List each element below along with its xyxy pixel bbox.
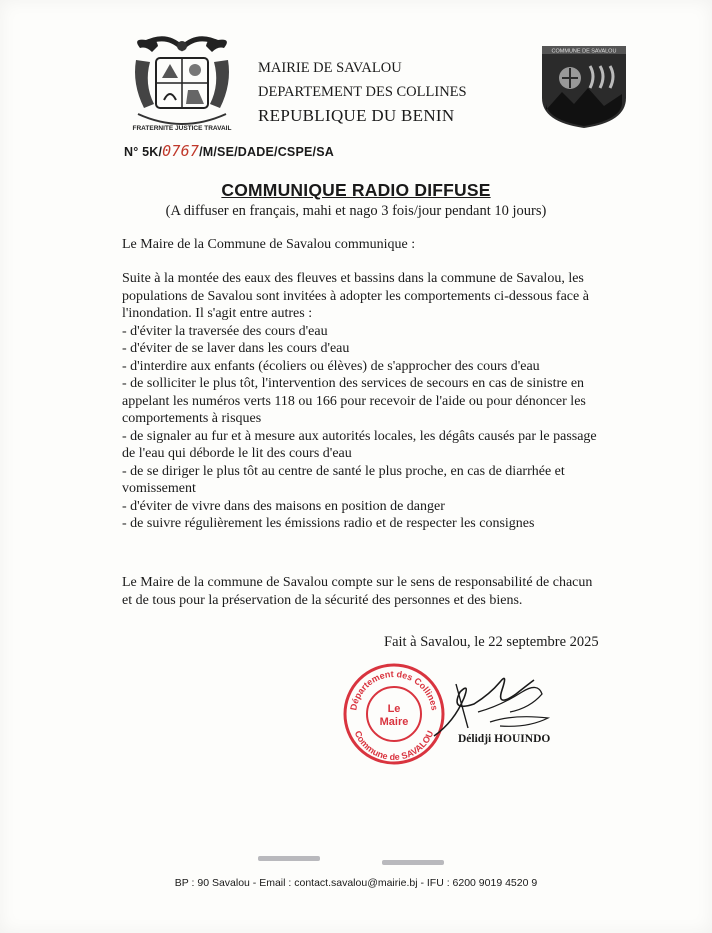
document-title: COMMUNIQUE RADIO DIFFUSE bbox=[221, 180, 491, 200]
signatory-name: Délidji HOUINDO bbox=[458, 733, 551, 745]
document-footer: BP : 90 Savalou - Email : contact.savalou@mairie.bj - IFU : 6200 9019 4520 9 bbox=[174, 877, 538, 889]
header-block bbox=[258, 56, 467, 128]
paragraph-line: populations de Savalou sont invitées à adopter les comportements ci-dessous face à bbox=[122, 288, 589, 304]
list-item: - d'éviter de vivre dans des maisons en position de danger bbox=[122, 498, 445, 514]
header-mairie: MAIRIE DE SAVALOU bbox=[258, 60, 402, 76]
stamp-center-line2: Maire bbox=[379, 716, 409, 728]
benin-coat-of-arms-icon bbox=[126, 34, 238, 138]
header-departement: DEPARTEMENT DES COLLINES bbox=[258, 84, 467, 100]
scan-smudge bbox=[258, 856, 320, 861]
list-item: - d'interdire aux enfants (écoliers ou élèves) de s'approcher des cours d'eau bbox=[122, 358, 540, 374]
list-item: - de se diriger le plus tôt au centre de santé le plus proche, en cas de diarrhée et bbox=[122, 463, 565, 479]
list-item: - d'éviter la traversée des cours d'eau bbox=[122, 323, 328, 339]
list-item-continuation: appelant les numéros verts 118 ou 166 pour recevoir de l'aide ou pour dénoncer les bbox=[122, 393, 586, 409]
closing-line: et de tous pour la préservation de la sécurité des personnes et des biens. bbox=[122, 592, 523, 608]
closing-line: Le Maire de la commune de Savalou compte sur le sens de responsabilité de chacun bbox=[122, 575, 593, 590]
reference-handwritten-number: 0767 bbox=[162, 142, 200, 160]
document-subtitle: (A diffuser en français, mahi et nago 3 fois/jour pendant 10 jours) bbox=[165, 203, 547, 219]
list-item: - de solliciter le plus tôt, l'intervention des services de secours en cas de sinistre en bbox=[122, 376, 585, 391]
communique-body bbox=[122, 270, 642, 533]
svg-text:Commune de SAVALOU bbox=[353, 729, 436, 762]
header-republique: REPUBLIQUE DU BENIN bbox=[258, 106, 455, 125]
stamp-center-line1: Le bbox=[387, 703, 401, 715]
list-item-continuation: vomissement bbox=[122, 481, 196, 496]
coat-of-arms-motto: FRATERNITE JUSTICE TRAVAIL bbox=[132, 125, 232, 132]
closing-paragraph bbox=[122, 574, 642, 609]
reference-suffix: /M/SE/DADE/CSPE/SA bbox=[199, 145, 334, 159]
date-line: Fait à Savalou, le 22 septembre 2025 bbox=[384, 634, 599, 650]
reference-number bbox=[124, 142, 334, 160]
list-item-continuation: comportements à risques bbox=[122, 411, 262, 426]
commune-savalou-logo-icon bbox=[540, 44, 628, 130]
paragraph-line: Suite à la montée des eaux des fleuves et bassins dans la commune de Savalou, les bbox=[122, 271, 584, 286]
intro-line: Le Maire de la Commune de Savalou communique : bbox=[122, 237, 416, 252]
list-item: - d'éviter de se laver dans les cours d'eau bbox=[122, 341, 350, 356]
list-item: - de signaler au fur et à mesure aux autorités locales, les dégâts causés par le passage bbox=[122, 428, 597, 444]
list-item: - de suivre régulièrement les émissions radio et de respecter les consignes bbox=[122, 516, 535, 531]
scan-smudge bbox=[382, 860, 444, 865]
reference-prefix: N° 5K/ bbox=[124, 145, 163, 159]
list-item-continuation: de l'eau qui déborde le lit des cours d'eau bbox=[122, 446, 352, 461]
paragraph-line: l'inondation. Il s'agit entre autres : bbox=[122, 306, 313, 321]
stamp-outer-bottom-text: Commune de SAVALOU bbox=[352, 729, 436, 763]
commune-logo-text: COMMUNE DE SAVALOU bbox=[551, 48, 617, 55]
signature-icon bbox=[430, 664, 560, 744]
stamp-outer-top-text: Département des Collines bbox=[348, 668, 440, 712]
